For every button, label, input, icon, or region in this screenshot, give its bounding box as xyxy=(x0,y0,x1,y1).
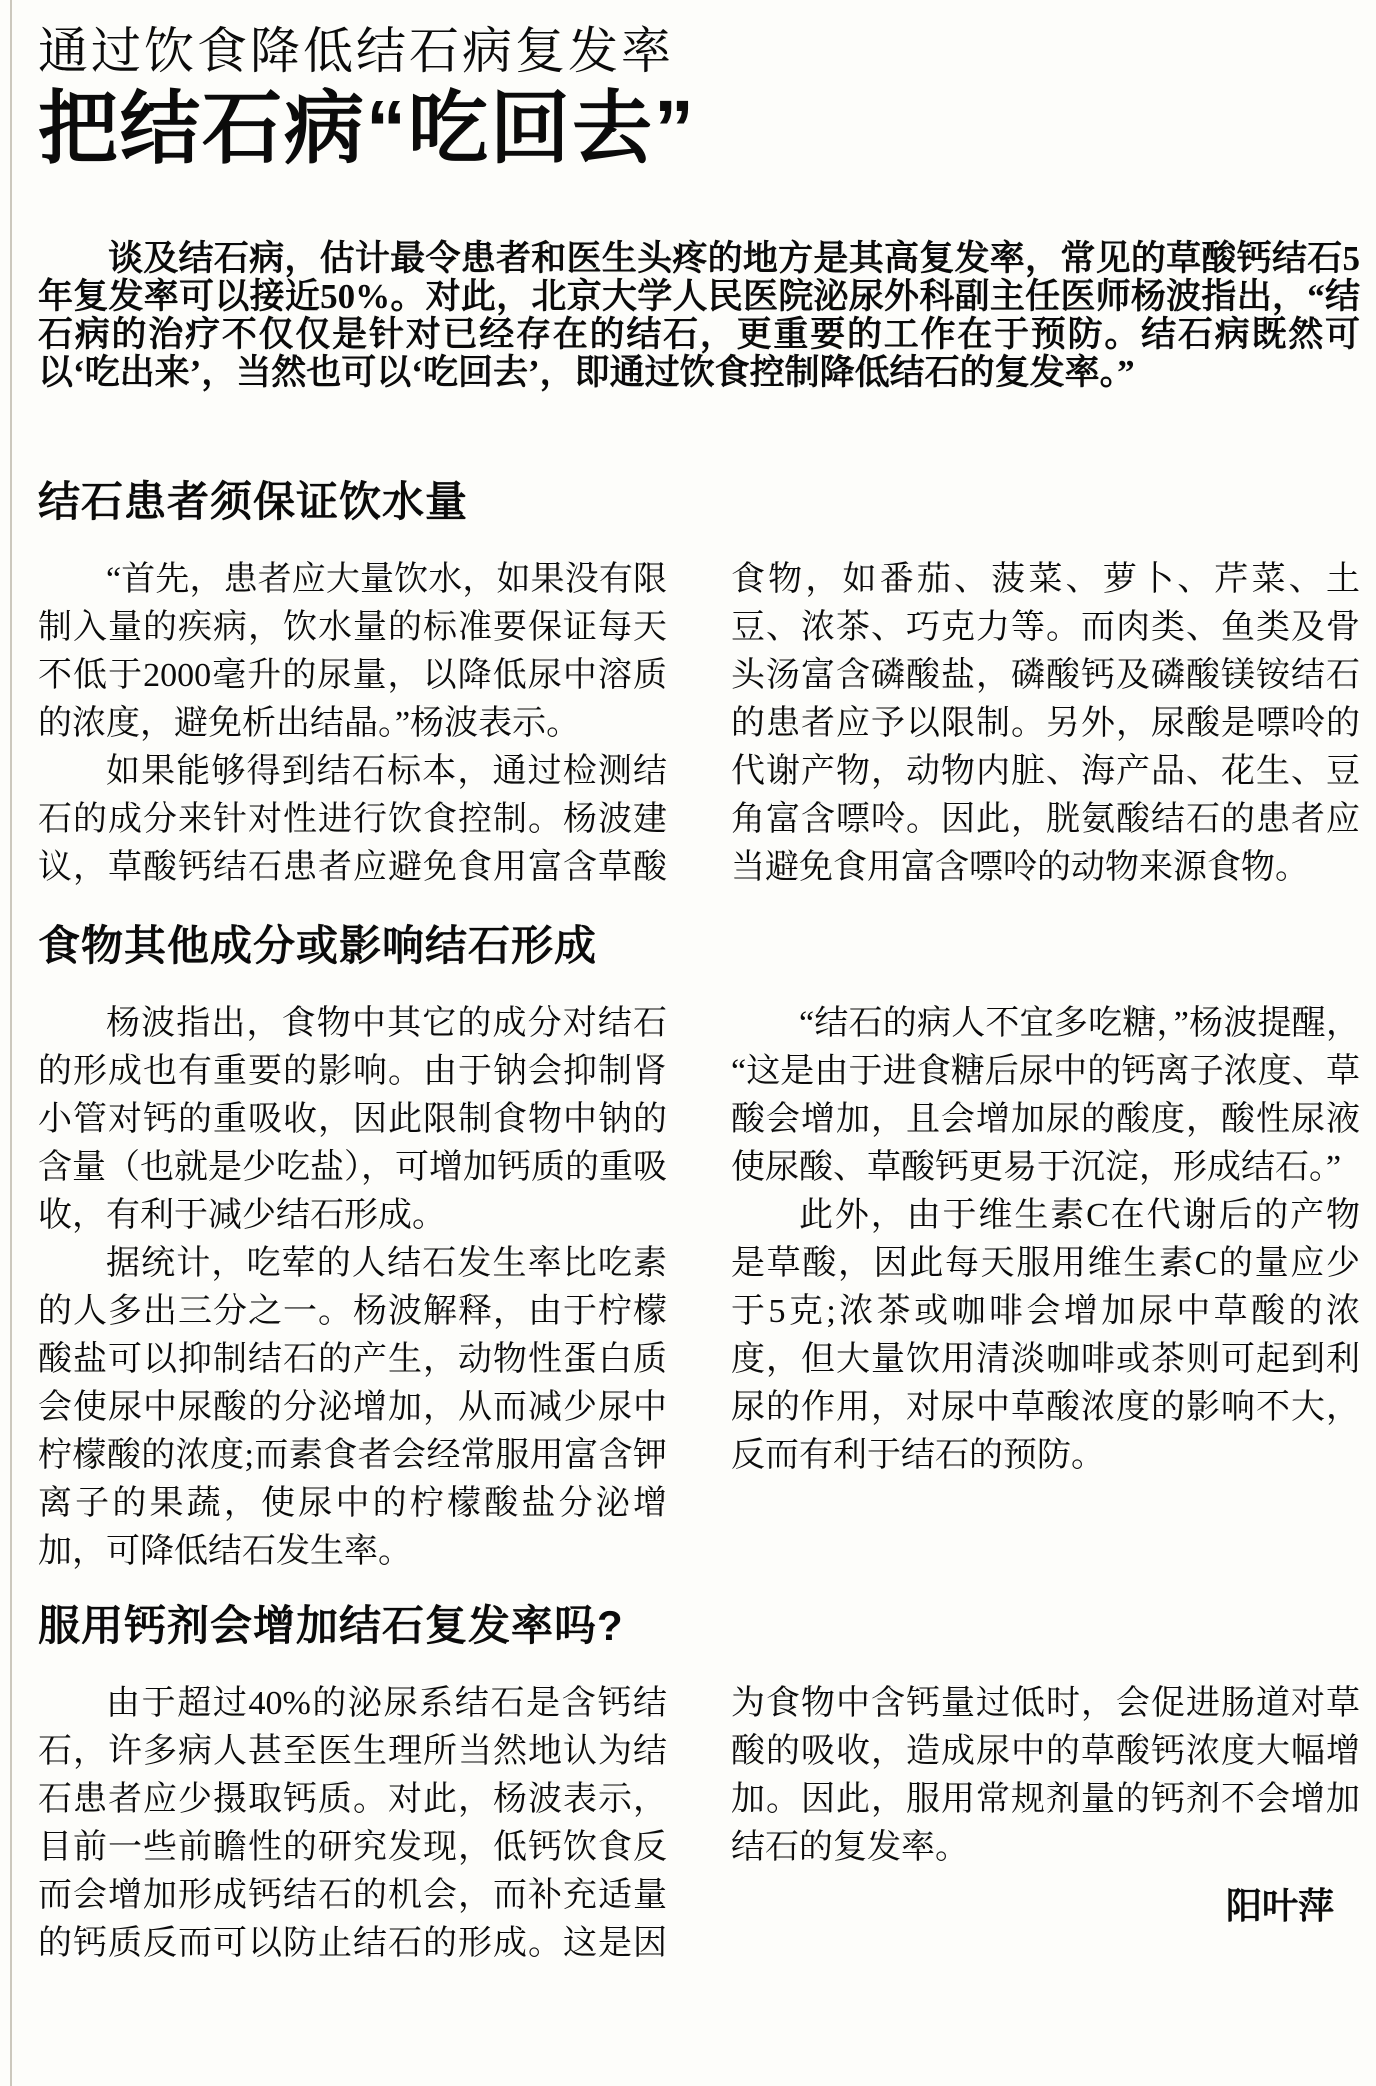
section-heading: 食物其他成分或影响结石形成 xyxy=(38,922,598,969)
section-calcium-supplements xyxy=(38,1602,1360,1968)
section-columns xyxy=(38,1000,1360,1576)
body-paragraph: 据统计，吃荤的人结石发生率比吃素的人多出三分之一。杨波解释，由于柠檬酸盐可以抑制结石的产生，动物性蛋白质会使尿中尿酸的分泌增加，从而减少尿中柠檬酸的浓度;而素食者会经常服用富含钾离子的果蔬，使尿中的柠檬酸盐分泌增加，可降低结石发生率。 xyxy=(38,1245,667,1570)
section-food-components xyxy=(38,922,1360,1576)
section-heading: 服用钙剂会增加结石复发率吗? xyxy=(38,1602,624,1649)
section-heading: 结石患者须保证饮水量 xyxy=(38,478,469,525)
article-lede: 谈及结石病，估计最令患者和医生头疼的地方是其高复发率，常见的草酸钙结石5年复发率可以接近50%。对此，北京大学人民医院泌尿外科副主任医师杨波指出，“结石病的治疗不仅仅是针对已经存在的结石，更重要的工作在于预防。结石病既然可以‘吃出来’，当然也可以‘吃回去’，即通过饮食控制降低结石的复发率。” xyxy=(38,239,1360,392)
body-paragraph: “首先，患者应大量饮水，如果没有限制入量的疾病，饮水量的标准要保证每天不低于2000毫升的尿量，以降低尿中溶质的浓度，避免析出结晶。”杨波表示。 xyxy=(38,561,667,742)
section-drinking-water xyxy=(38,478,1360,892)
article-header xyxy=(38,22,1360,172)
section-columns xyxy=(38,1680,1360,1968)
scan-edge-line xyxy=(10,0,12,2086)
author-byline: 阳叶萍 xyxy=(1225,1885,1334,1926)
article-headline: 把结石病“吃回去” xyxy=(38,84,696,173)
article-kicker: 通过饮食降低结石病复发率 xyxy=(38,23,674,79)
body-paragraph: 由于超过40%的泌尿系结石是含钙结石，许多病人甚至医生理所当然地认为结石患者应少摄取钙质。对此，杨波表示，目前一些前瞻性的研究发现，低钙饮食反而会增加形成钙结石的机会，而补充适量的钙质反而可以防止结石的形成。这是因为食物中含钙量过低时，会促进肠道对草酸的吸收，造成尿中的草酸钙浓度大幅增加。因此，服用常规剂量的钙剂不会增加结石的复发率。 xyxy=(38,1685,1360,1962)
body-paragraph: 如果能够得到结石标本，通过检测结石的成分来针对性进行饮食控制。杨波建议，草酸钙结石患者应避免食用富含草酸食物，如番茄、菠菜、萝卜、芹菜、土豆、浓茶、巧克力等。而肉类、鱼类及骨头汤富含磷酸盐，磷酸钙及磷酸镁铵结石的患者应予以限制。另外，尿酸是嘌呤的代谢产物，动物内脏、海产品、花生、豆角富含嘌呤。因此，胱氨酸结石的患者应当避免食用富含嘌呤的动物来源食物。 xyxy=(38,561,1360,886)
body-paragraph: 杨波指出，食物中其它的成分对结石的形成也有重要的影响。由于钠会抑制肾小管对钙的重吸收，因此限制食物中钠的含量（也就是少吃盐），可增加钙质的重吸收，有利于减少结石形成。 xyxy=(38,1005,667,1234)
section-columns xyxy=(38,556,1360,892)
body-paragraph: “结石的病人不宜多吃糖，”杨波提醒，“这是由于进食糖后尿中的钙离子浓度、草酸会增加，且会增加尿的酸度，酸性尿液使尿酸、草酸钙更易于沉淀，形成结石。” xyxy=(731,1005,1360,1186)
body-paragraph: 此外，由于维生素C在代谢后的产物是草酸，因此每天服用维生素C的量应少于5克;浓茶或咖啡会增加尿中草酸的浓度，但大量饮用清淡咖啡或茶则可起到利尿的作用，对尿中草酸浓度的影响不大，反而有利于结石的预防。 xyxy=(731,1197,1360,1474)
